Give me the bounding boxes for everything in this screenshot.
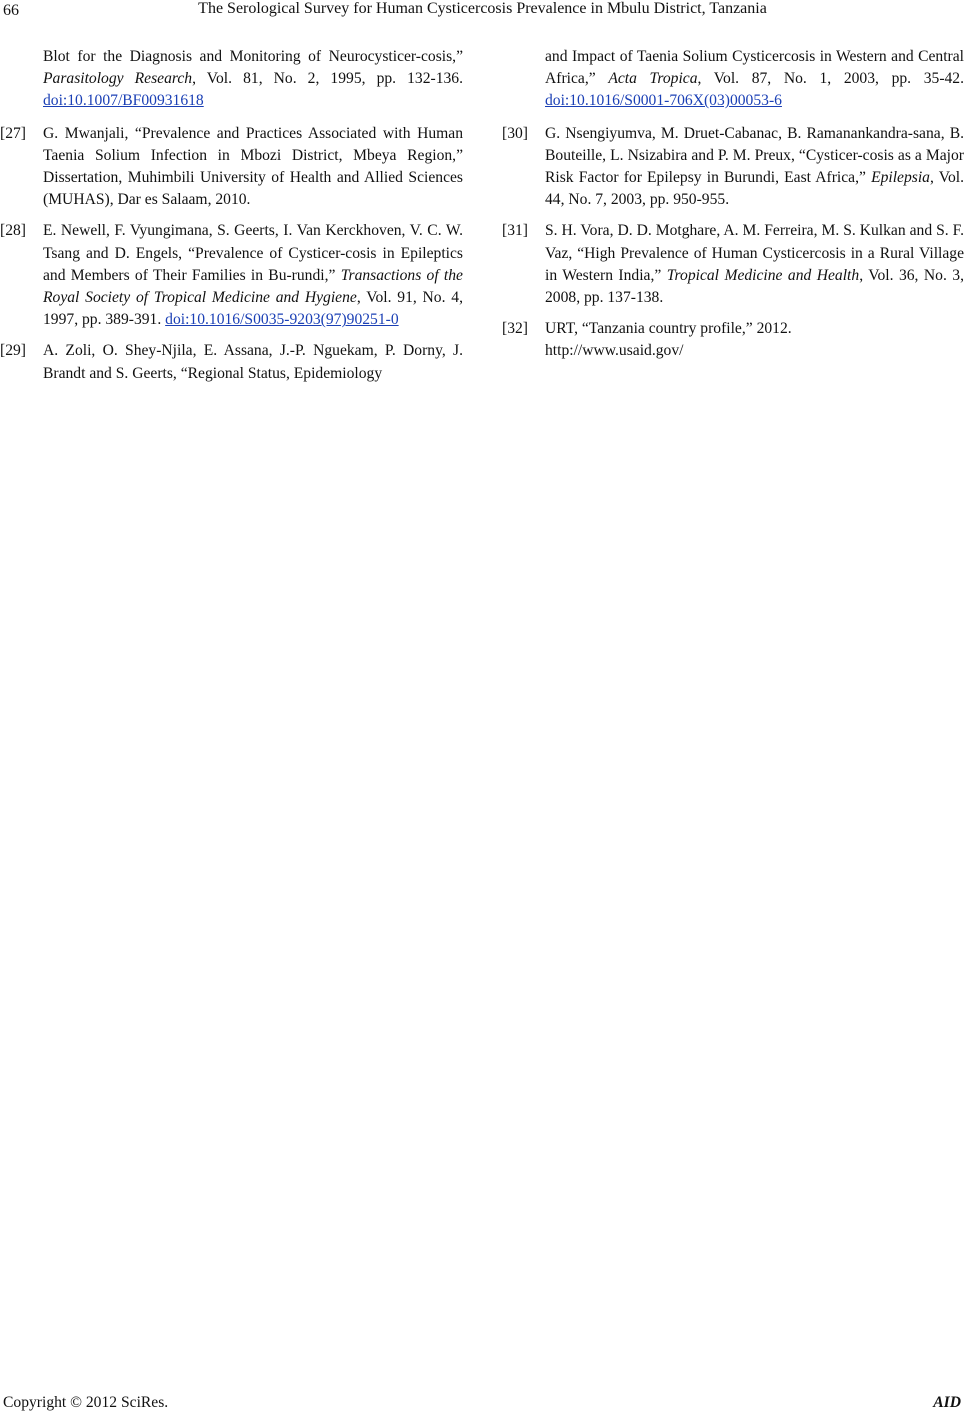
reference-text-segment: , Vol. 87, No. 1, 2003, pp. 35-42. — [697, 70, 965, 88]
reference-entry — [502, 318, 964, 362]
running-title: The Serological Survey for Human Cysticercosis Prevalence in Mbulu District, Tanzania — [198, 0, 767, 17]
reference-source-title: Transactions of the Royal Society of Tropical Medicine and Hygiene — [43, 266, 463, 307]
reference-text — [43, 46, 463, 113]
reference-text — [43, 123, 463, 212]
reference-entry — [502, 123, 964, 212]
reference-text-segment: , Vol. 36, No. 3, 2008, pp. 137-138. — [545, 266, 964, 307]
doi-link[interactable]: doi:10.1007/BF00931618 — [43, 92, 204, 110]
reference-number: [29] — [0, 342, 26, 360]
reference-text — [545, 46, 964, 113]
reference-text-segment: E. Newell, F. Vyungimana, S. Geerts, I. Van Kerckhoven, V. C. W. Tsang and D. Engels, “Prevalence of Cysticer-cosis in Epileptics and Members of Their Families in Bu-rundi,” — [43, 222, 463, 284]
reference-text — [43, 340, 463, 384]
page-header — [0, 0, 965, 24]
reference-source-title: Parasitology Research — [43, 70, 193, 88]
reference-source-title: Acta Tropica — [608, 70, 698, 88]
reference-number: [28] — [0, 222, 26, 240]
reference-number: [30] — [502, 124, 528, 142]
reference-entry — [0, 46, 463, 113]
reference-url: http://www.usaid.gov/ — [545, 342, 684, 360]
reference-text-segment: , Vol. 81, No. 2, 1995, pp. 132-136. — [192, 70, 464, 88]
reference-text-segment: , Vol. 91, No. 4, 1997, pp. 389-391. — [43, 289, 463, 329]
reference-text-segment: and Impact of Taenia Solium Cysticercosis in Western and Central Africa,” — [545, 48, 964, 88]
reference-number: [27] — [0, 124, 26, 142]
reference-text — [545, 123, 964, 212]
doi-link[interactable]: doi:10.1016/S0001-706X(03)00053-6 — [545, 92, 782, 110]
reference-entry — [502, 220, 964, 309]
journal-abbreviation: AID — [933, 1394, 961, 1411]
reference-text-segment: A. Zoli, O. Shey-Njila, E. Assana, J.-P. Nguekam, P. Dorny, J. Brandt and S. Geerts, “Regional Status, Epidemiology — [43, 342, 463, 382]
reference-source-title: Epilepsia — [871, 169, 930, 187]
reference-text-segment: Blot for the Diagnosis and Monitoring of Neurocysticer-cosis,” — [43, 48, 463, 65]
reference-entry — [0, 123, 463, 212]
reference-text-segment: G. Mwanjali, “Prevalence and Practices Associated with Human Taenia Solium Infection in Mbozi District, Mbeya Region,” Dissertation, Muhimbili University of Health and Allied Sciences (MUHAS), Dar es Salaam, 2010. — [43, 124, 463, 209]
reference-text-segment: G. Nsengiyumva, M. Druet-Cabanac, B. Ramanankandra-sana, B. Bouteille, L. Nsizabira and P. M. Preux, “Cysticer-cosis as a Major Risk Factor for Epilepsy in Burundi, East Africa,” — [545, 124, 964, 187]
reference-source-title: Tropical Medicine and Health — [666, 266, 860, 284]
reference-text-segment: URT, “Tanzania country profile,” 2012. — [545, 320, 792, 338]
reference-entry — [0, 220, 463, 331]
reference-text — [545, 220, 964, 309]
reference-text-segment: , Vol. 44, No. 7, 2003, pp. 950-955. — [545, 169, 964, 209]
copyright-notice: Copyright © 2012 SciRes. — [3, 1394, 169, 1411]
page-footer — [0, 1394, 965, 1414]
reference-entry — [0, 340, 463, 384]
reference-entry — [502, 46, 964, 113]
reference-text-segment: S. H. Vora, D. D. Motghare, A. M. Ferreira, M. S. Kulkan and S. F. Vaz, “High Prevalence of Human Cysticercosis in a Rural Village in Western India,” — [545, 222, 964, 284]
reference-text — [545, 318, 964, 362]
reference-text — [43, 220, 463, 331]
doi-link[interactable]: doi:10.1016/S0035-9203(97)90251-0 — [165, 311, 399, 329]
reference-number: [32] — [502, 320, 528, 338]
references-left-column — [0, 46, 463, 394]
references-right-column — [502, 46, 964, 372]
page-number: 66 — [3, 2, 19, 19]
reference-number: [31] — [502, 222, 528, 240]
